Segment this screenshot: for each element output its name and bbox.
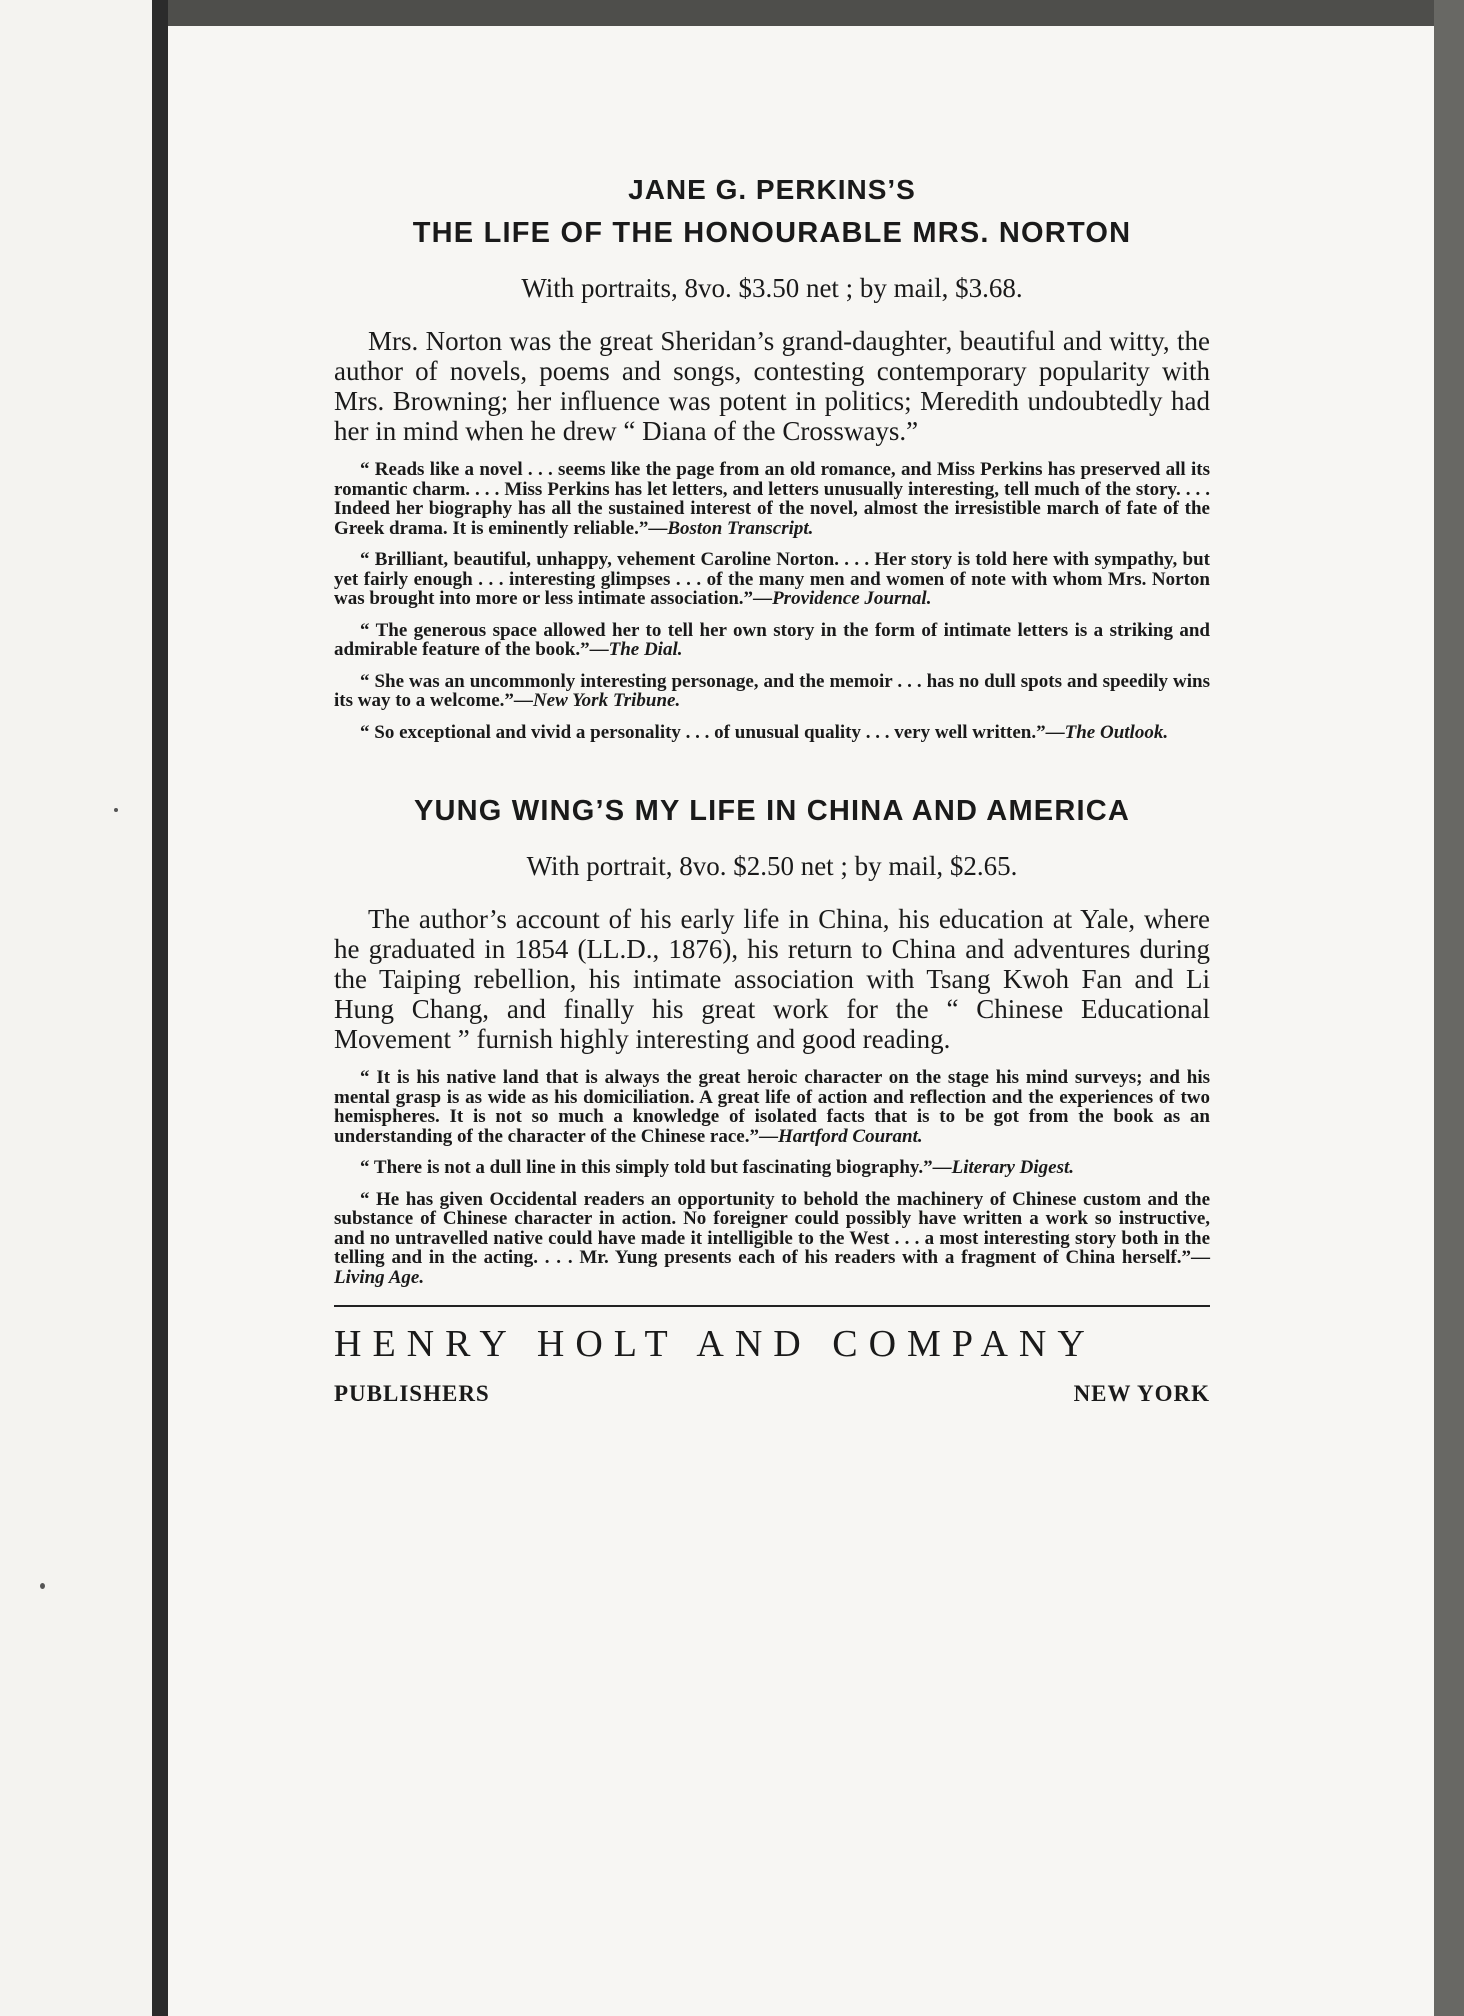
review-quote [334,672,1210,711]
publisher-footer [334,1381,1210,1407]
left-page [0,0,152,2016]
quote-text: “ Brilliant, beautiful, unhappy, vehement Caroline Norton. . . . Her story is told here with sympathy, but yet fairly enough . . . interesting glimpses . . . of the many men and women of note with whom Mrs. Norton was brought into more or less intimate association.”— [334,549,1210,609]
quote-text: “ He has given Occidental readers an opportunity to behold the machinery of Chinese custom and the substance of Chinese character in action. No foreigner could possibly have written a work so instructive, and no untravelled native could have made it intelligible to the West . . . a most interesting story both in the telling and in the acting. . . . Mr. Yung presents each of his readers with a fragment of China herself.”— [334,1188,1210,1268]
quote-source: Literary Digest. [951,1157,1075,1178]
book-spine-edge [152,0,168,2016]
book-price: With portraits, 8vo. $3.50 net ; by mail, $3.68. [521,273,1023,303]
book-listing-yung-wing [334,790,1210,1287]
quote-source: The Outlook. [1064,721,1169,743]
quote-text: “ It is his native land that is always the great heroic character on the stage his mind surveys; and his mental grasp is as wide as his domiciliation. A great life of action and reflection and the experiences of two hemispheres. It is not so much a knowledge of isolated facts that is to be got from the book as an understanding of the character of the Chinese race.”— [334,1067,1210,1147]
quote-source: New York Tribune. [532,690,681,711]
page-speck [114,808,118,812]
quote-source: The Dial. [608,639,683,660]
book-listing-norton [334,170,1210,742]
quote-text: “ Reads like a novel . . . seems like the page from an old romance, and Miss Perkins has preserved all its romantic charm. . . . Miss Perkins has let letters, and letters unusually interesting, tell much of the story. . . . Indeed her biography has all the sustained interest of the novel, almost the irresistible march of fate of the Greek drama. It is eminently reliable.”— [334,459,1210,539]
publisher-city: NEW YORK [1073,1381,1210,1406]
publisher-label: PUBLISHERS [334,1381,490,1406]
publisher-name: HENRY HOLT AND COMPANY [334,1323,1096,1365]
book-author: JANE G. PERKINS’S [628,174,916,205]
review-quote [334,1158,1210,1178]
review-quote [334,621,1210,660]
review-quotes [334,460,1210,742]
quote-source: Boston Transcript. [667,517,814,539]
quote-text: “ The generous space allowed her to tell her own story in the form of intimate letters is a striking and admirable feature of the book.”— [334,619,1210,660]
book-price: With portrait, 8vo. $2.50 net ; by mail, $2.65. [526,851,1018,881]
review-quote [334,1190,1210,1288]
divider-rule [334,1305,1210,1307]
page-speck [40,1583,45,1589]
review-quote [334,460,1210,538]
book-cover-top [168,0,1464,26]
book-description: The author’s account of his early life in China, his education at Yale, where he graduated in 1854 (LL.D., 1876), his return to China and adventures during the Taiping rebellion, his intimate association with Tsang Kwoh Fan and Li Hung Chang, and finally his great work for the “ Chinese Educational Movement ” furnish highly interesting and good reading. [334,904,1210,1054]
quote-text: “ She was an uncommonly interesting personage, and the memoir . . . has no dull spots and speedily wins its way to a welcome.”— [334,670,1210,711]
book-title: YUNG WING’S MY LIFE IN CHINA AND AMERICA [413,795,1131,827]
book-title: THE LIFE OF THE HONOURABLE MRS. NORTON [412,217,1132,249]
review-quote [334,550,1210,609]
review-quote [334,1068,1210,1146]
book-description: Mrs. Norton was the great Sheridan’s grand-daughter, beautiful and witty, the author of novels, poems and songs, contesting contemporary popularity with Mrs. Browning; her influence was potent in politics; Meredith undoubtedly had her in mind when he drew “ Diana of the Crossways.” [334,326,1210,446]
page-content [334,170,1210,1407]
review-quote [334,723,1210,743]
quote-source: Providence Journal. [772,588,932,609]
quote-source: Living Age. [334,1266,425,1288]
review-quotes [334,1068,1210,1287]
quote-text: “ There is not a dull line in this simply told but fascinating biography.”— [360,1157,952,1178]
quote-source: Hartford Courant. [778,1125,923,1147]
quote-text: “ So exceptional and vivid a personality . . . of unusual quality . . . very well written.”— [360,721,1065,743]
book-cover-right [1434,0,1464,2016]
